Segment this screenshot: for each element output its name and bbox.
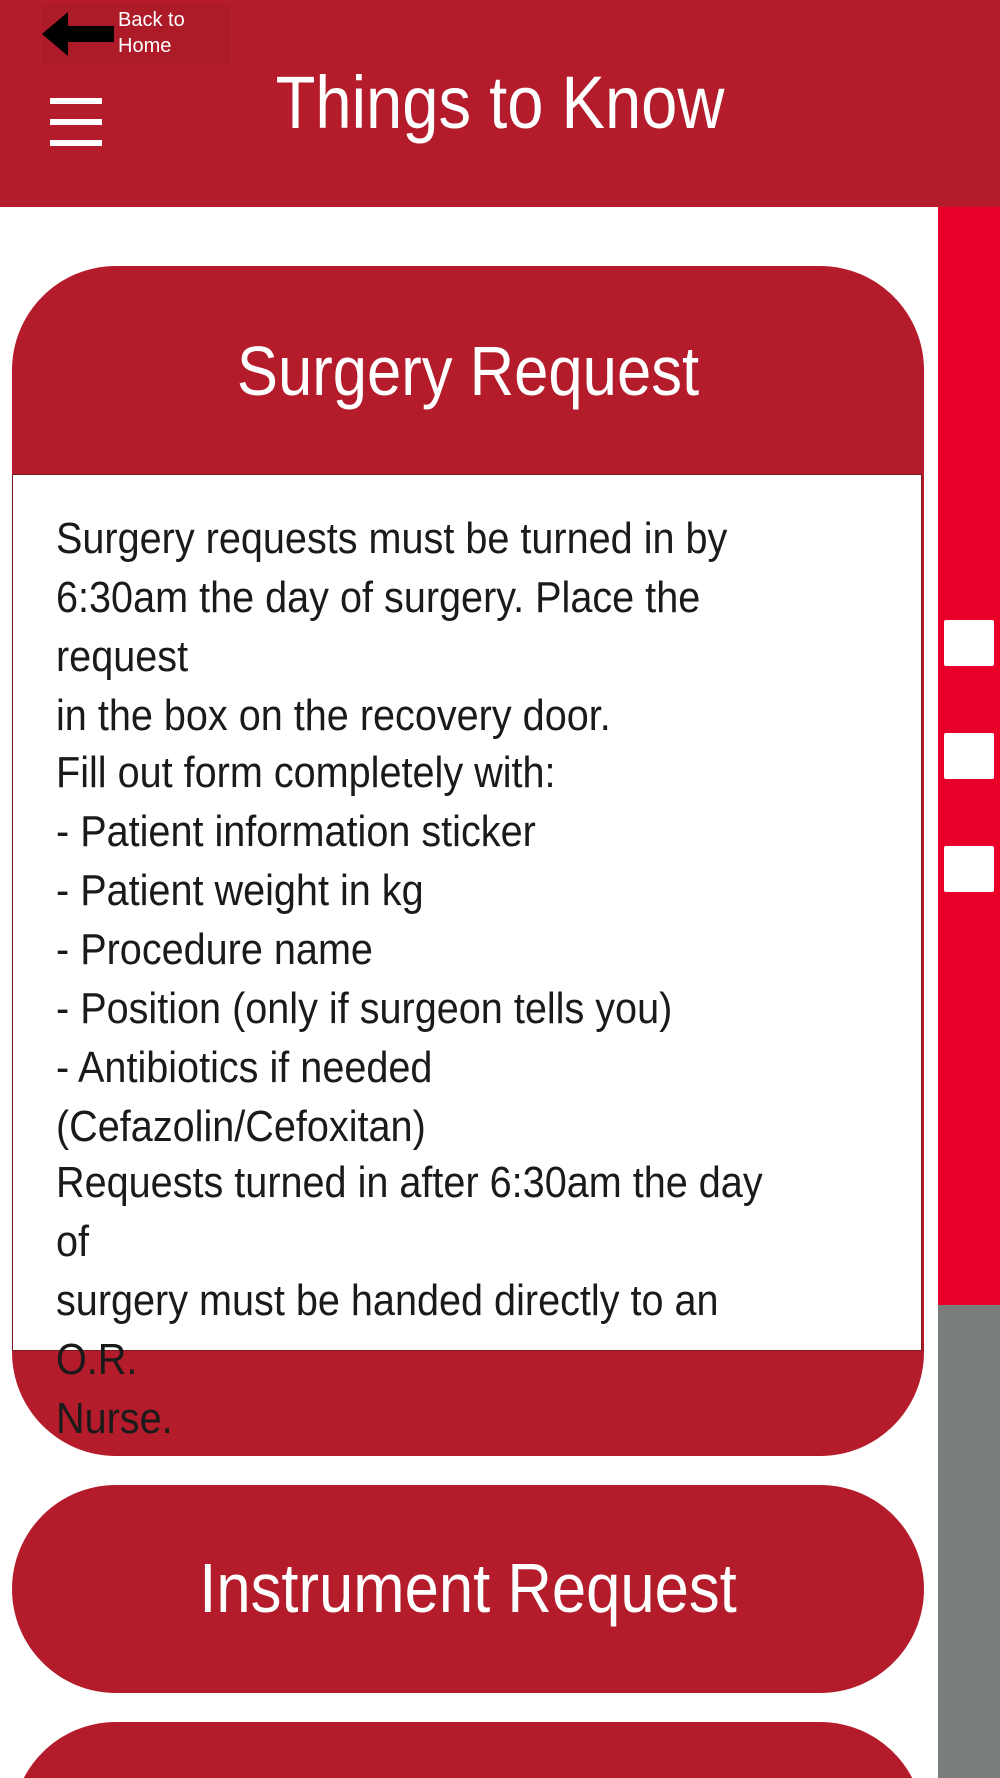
back-to-home-button[interactable]: [42, 4, 230, 64]
accordion-section-instrument-request[interactable]: [12, 1485, 924, 1693]
menu-bar: [50, 98, 102, 104]
section-header-surgery-request[interactable]: Surgery Request: [236, 332, 700, 410]
section-content-surgery-request: [12, 474, 922, 1443]
section-header-instrument-request[interactable]: Instrument Request: [199, 1549, 737, 1627]
paragraph-late-requests: Requests turned in after 6:30am the day of surgery must be handed directly to an O.R. Nurse.: [56, 1158, 763, 1443]
scrollbar-grip: [944, 620, 994, 666]
header-bar: [0, 0, 1000, 207]
menu-bar: [50, 119, 102, 125]
arrow-left-icon: [42, 12, 114, 56]
back-to-home-label: Back to Home: [118, 9, 185, 57]
scrollbar-grip: [944, 733, 994, 779]
menu-bar: [50, 140, 102, 146]
accordion-section-next[interactable]: [12, 1722, 924, 1778]
accordion-section-surgery-request: [12, 266, 924, 1456]
paragraph-form-requirements: Fill out form completely with: - Patient information sticker - Patient weight in kg - Procedure name - Position (only if surgeon tells you) - Antibiotics if needed (Cefazolin/Cefoxitan): [56, 748, 673, 1151]
scrollbar-grip: [944, 846, 994, 892]
page-title: Things to Know: [275, 61, 725, 144]
paragraph-submission-deadline: Surgery requests must be turned in by 6:30am the day of surgery. Place the request in the box on the recovery door.: [56, 514, 728, 740]
hamburger-menu-icon[interactable]: [50, 98, 102, 146]
